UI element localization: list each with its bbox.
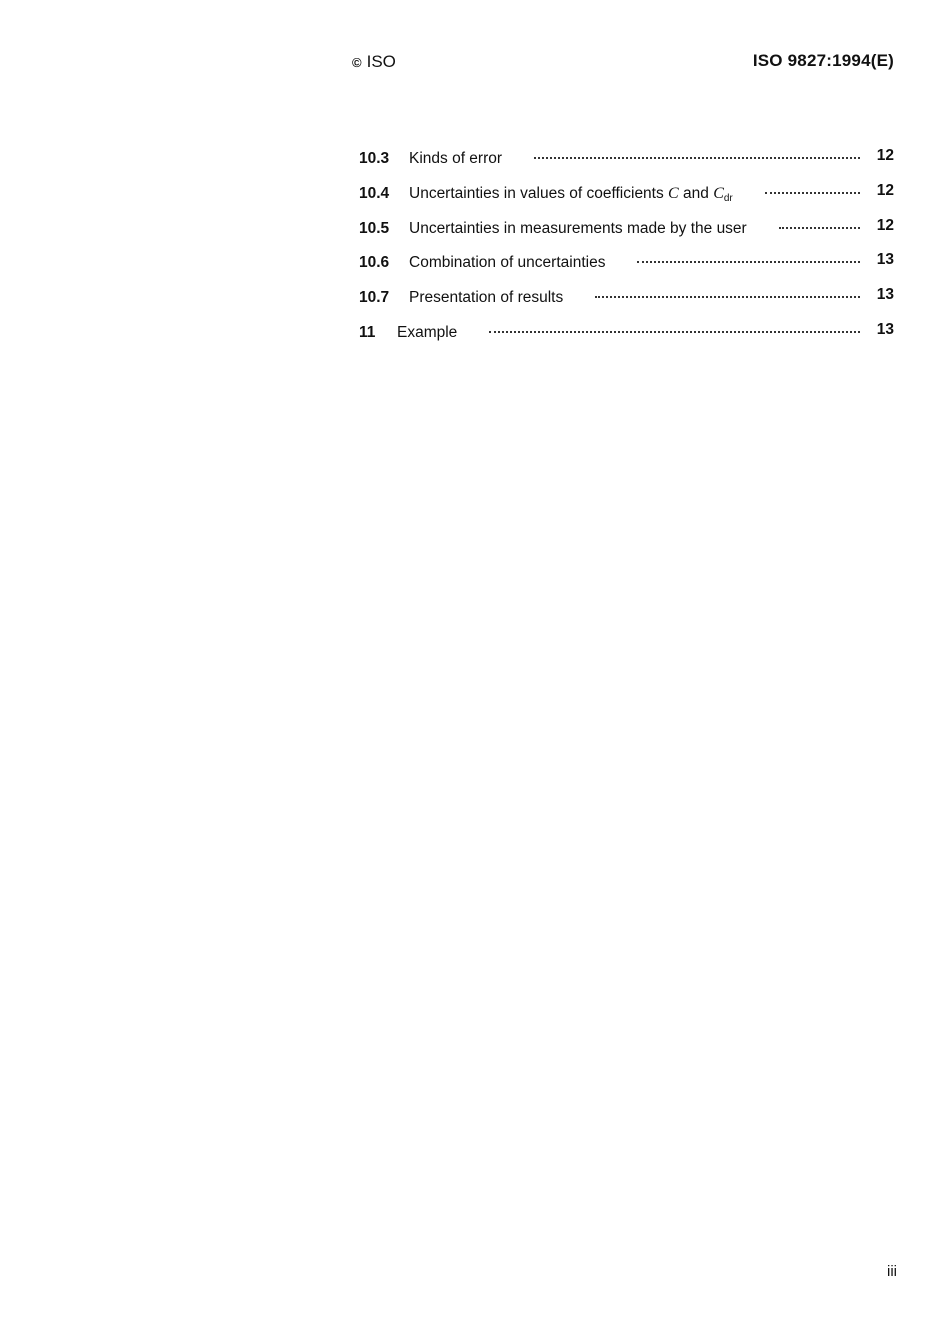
header-left-text: ISO <box>366 52 396 71</box>
toc-title-subscript: dr <box>723 192 733 204</box>
table-of-contents <box>359 147 894 359</box>
toc-entry-10-5[interactable] <box>359 216 894 255</box>
toc-entry-title <box>409 185 733 204</box>
toc-entry-11[interactable] <box>359 320 894 359</box>
toc-entry-page: 12 <box>876 216 894 234</box>
toc-entry-page: 13 <box>876 320 894 338</box>
toc-entry-number: 11 <box>359 323 376 341</box>
toc-title-variable: C <box>713 184 724 202</box>
toc-entry-title: Uncertainties in measurements made by the user <box>409 219 747 237</box>
toc-title-text: and <box>678 184 714 202</box>
toc-entry-title: Kinds of error <box>409 150 503 167</box>
toc-leader-dots <box>534 157 860 159</box>
toc-entry-number: 10.5 <box>359 219 390 237</box>
toc-entry-10-4[interactable] <box>359 181 894 220</box>
toc-entry-page: 13 <box>876 251 894 269</box>
toc-entry-number: 10.7 <box>359 289 390 307</box>
toc-leader-dots <box>595 296 860 298</box>
toc-leader-dots <box>489 331 860 333</box>
toc-entry-title: Combination of uncertainties <box>409 254 606 272</box>
toc-entry-title: Presentation of results <box>409 289 564 307</box>
toc-leader-dots <box>779 227 860 229</box>
toc-leader-dots <box>765 192 860 194</box>
toc-entry-10-7[interactable] <box>359 286 894 324</box>
header-left <box>352 52 396 72</box>
toc-entry-number: 10.4 <box>359 184 390 202</box>
toc-leader-dots <box>637 261 860 263</box>
toc-entry-number: 10.3 <box>359 150 390 167</box>
page-number: iii <box>887 1263 897 1280</box>
toc-entry-10-6[interactable] <box>359 251 894 289</box>
toc-entry-number: 10.6 <box>359 254 390 272</box>
toc-title-variable: C <box>668 184 679 202</box>
toc-title-text: Uncertainties in values of coefficients <box>409 184 669 202</box>
toc-entry-page: 12 <box>876 147 894 164</box>
document-id: ISO 9827:1994(E) <box>752 51 894 70</box>
toc-entry-title: Example <box>397 323 458 341</box>
toc-entry-10-3[interactable] <box>359 147 894 185</box>
toc-entry-page: 12 <box>876 181 894 199</box>
copyright-icon: © <box>352 54 362 70</box>
toc-entry-page: 13 <box>876 286 894 304</box>
